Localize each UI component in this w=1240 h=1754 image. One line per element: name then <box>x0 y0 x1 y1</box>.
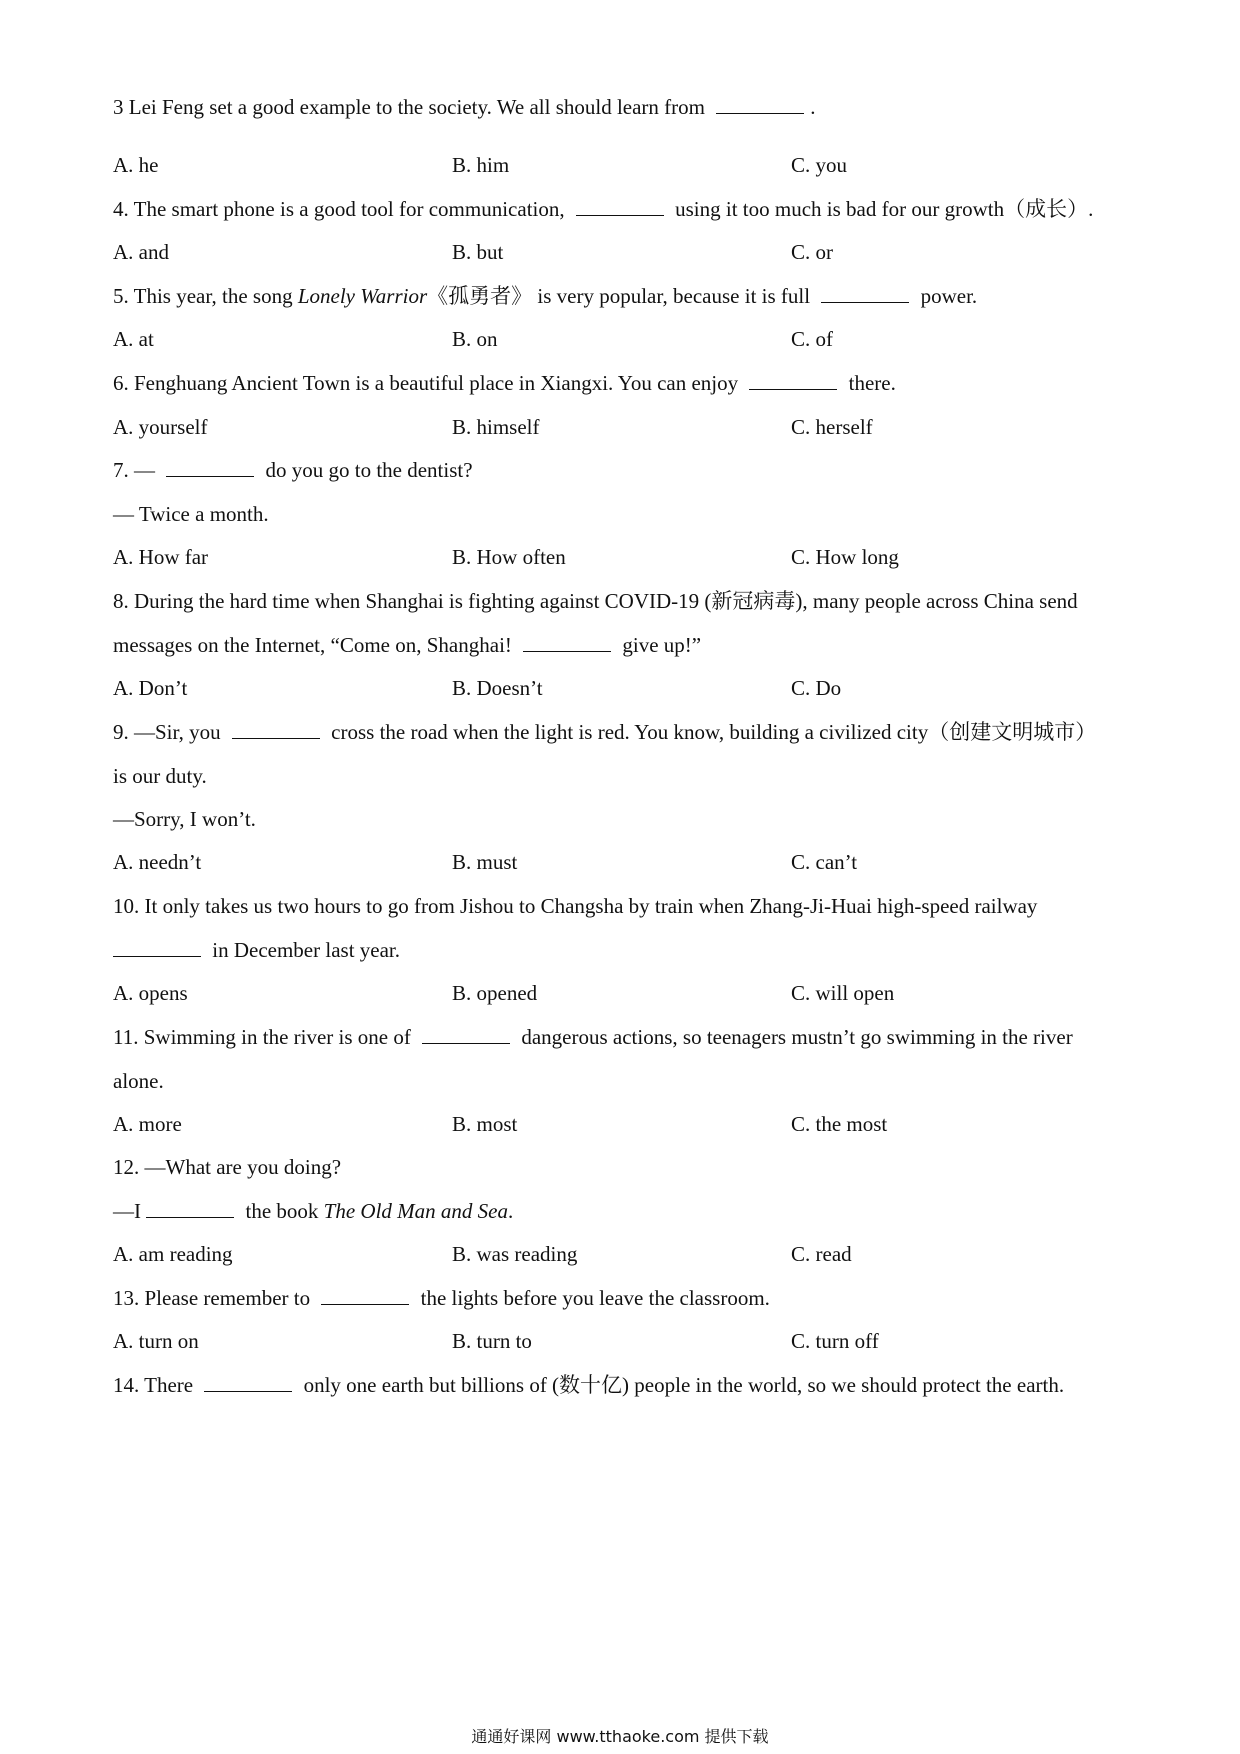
q13-option-a: A. turn on <box>113 1329 199 1353</box>
q12-option-c: C. read <box>791 1242 852 1266</box>
q8-option-b: B. Doesn’t <box>452 676 543 700</box>
question-9-reply: —Sorry, I won’t. <box>113 807 256 831</box>
q7-option-c: C. How long <box>791 545 899 569</box>
q13-option-b: B. turn to <box>452 1329 532 1353</box>
question-10-stem: 10. It only takes us two hours to go from Jishou to Changsha by train when Zhang-Ji-Huai high-speed railway <box>113 894 1038 918</box>
answer-blank <box>232 720 320 739</box>
question-6-stem: 6. Fenghuang Ancient Town is a beautiful place in Xiangxi. You can enjoy there. <box>113 371 896 395</box>
q3-option-a: A. he <box>113 153 159 177</box>
q10-option-b: B. opened <box>452 981 538 1005</box>
answer-blank <box>204 1373 292 1392</box>
q10-option-a: A. opens <box>113 981 188 1005</box>
question-3-stem: 3 Lei Feng set a good example to the society. We all should learn from . <box>113 95 816 119</box>
question-5-stem: 5. This year, the song Lonely Warrior《孤勇者》 is very popular, because it is full power. <box>113 284 978 308</box>
q5-option-c: C. of <box>791 327 833 351</box>
q5-option-a: A. at <box>113 327 154 351</box>
q11-option-a: A. more <box>113 1112 182 1136</box>
answer-blank <box>716 95 804 114</box>
answer-blank <box>523 633 611 652</box>
q8-option-c: C. Do <box>791 676 842 700</box>
q9-option-b: B. must <box>452 850 518 874</box>
q8-option-a: A. Don’t <box>113 676 188 700</box>
q7-option-b: B. How often <box>452 545 566 569</box>
q3-option-c: C. you <box>791 153 848 177</box>
q4-option-c: C. or <box>791 240 833 264</box>
question-11-stem: 11. Swimming in the river is one of dangerous actions, so teenagers mustn’t go swimming in the river <box>113 1025 1073 1049</box>
question-7-reply: — Twice a month. <box>113 502 269 526</box>
q4-option-b: B. but <box>452 240 504 264</box>
q7-option-a: A. How far <box>113 545 209 569</box>
q5-option-b: B. on <box>452 327 498 351</box>
answer-blank <box>113 938 201 957</box>
answer-blank <box>166 458 254 477</box>
q13-option-c: C. turn off <box>791 1329 879 1353</box>
answer-blank <box>146 1199 234 1218</box>
answer-blank <box>576 197 664 216</box>
question-13-stem: 13. Please remember to the lights before you leave the classroom. <box>113 1286 770 1310</box>
answer-blank <box>749 371 837 390</box>
q12-option-b: B. was reading <box>452 1242 578 1266</box>
song-title: Lonely Warrior <box>297 284 428 308</box>
q6-option-a: A. yourself <box>113 415 208 439</box>
question-8-stem: 8. During the hard time when Shanghai is fighting against COVID-19 (新冠病毒), many people across China send <box>113 589 1078 613</box>
q10-option-c: C. will open <box>791 981 895 1005</box>
q9-option-a: A. needn’t <box>113 850 202 874</box>
question-7-stem: 7. — do you go to the dentist? <box>113 458 473 482</box>
q6-option-b: B. himself <box>452 415 540 439</box>
question-12-stem: 12. —What are you doing? <box>113 1155 342 1179</box>
q9-option-c: C. can’t <box>791 850 858 874</box>
q6-option-c: C. herself <box>791 415 873 439</box>
q11-option-c: C. the most <box>791 1112 888 1136</box>
question-8-stem-cont: messages on the Internet, “Come on, Shanghai! give up!” <box>113 633 702 657</box>
question-14-stem: 14. There only one earth but billions of (数十亿) people in the world, so we should protect the earth. <box>113 1373 1065 1397</box>
question-10-stem-cont: in December last year. <box>113 936 400 964</box>
question-11-stem-cont: alone. <box>113 1069 164 1093</box>
page-footer: 通通好课网 www.tthaoke.com 提供下载 <box>471 1727 769 1746</box>
question-12-reply: —I the book The Old Man and Sea. <box>113 1199 514 1223</box>
answer-blank <box>821 284 909 303</box>
q3-option-b: B. him <box>452 153 510 177</box>
q12-option-a: A. am reading <box>113 1242 233 1266</box>
question-9-stem: 9. —Sir, you cross the road when the light is red. You know, building a civilized city（创建文明城市） <box>113 720 1097 744</box>
answer-blank <box>321 1286 409 1305</box>
answer-blank <box>422 1025 510 1044</box>
q11-option-b: B. most <box>452 1112 518 1136</box>
book-title: The Old Man and Sea <box>323 1199 508 1223</box>
q4-option-a: A. and <box>113 240 169 264</box>
question-9-stem-cont: is our duty. <box>113 764 207 788</box>
question-4-stem: 4. The smart phone is a good tool for communication, using it too much is bad for our growth（成长）. <box>113 197 1094 221</box>
